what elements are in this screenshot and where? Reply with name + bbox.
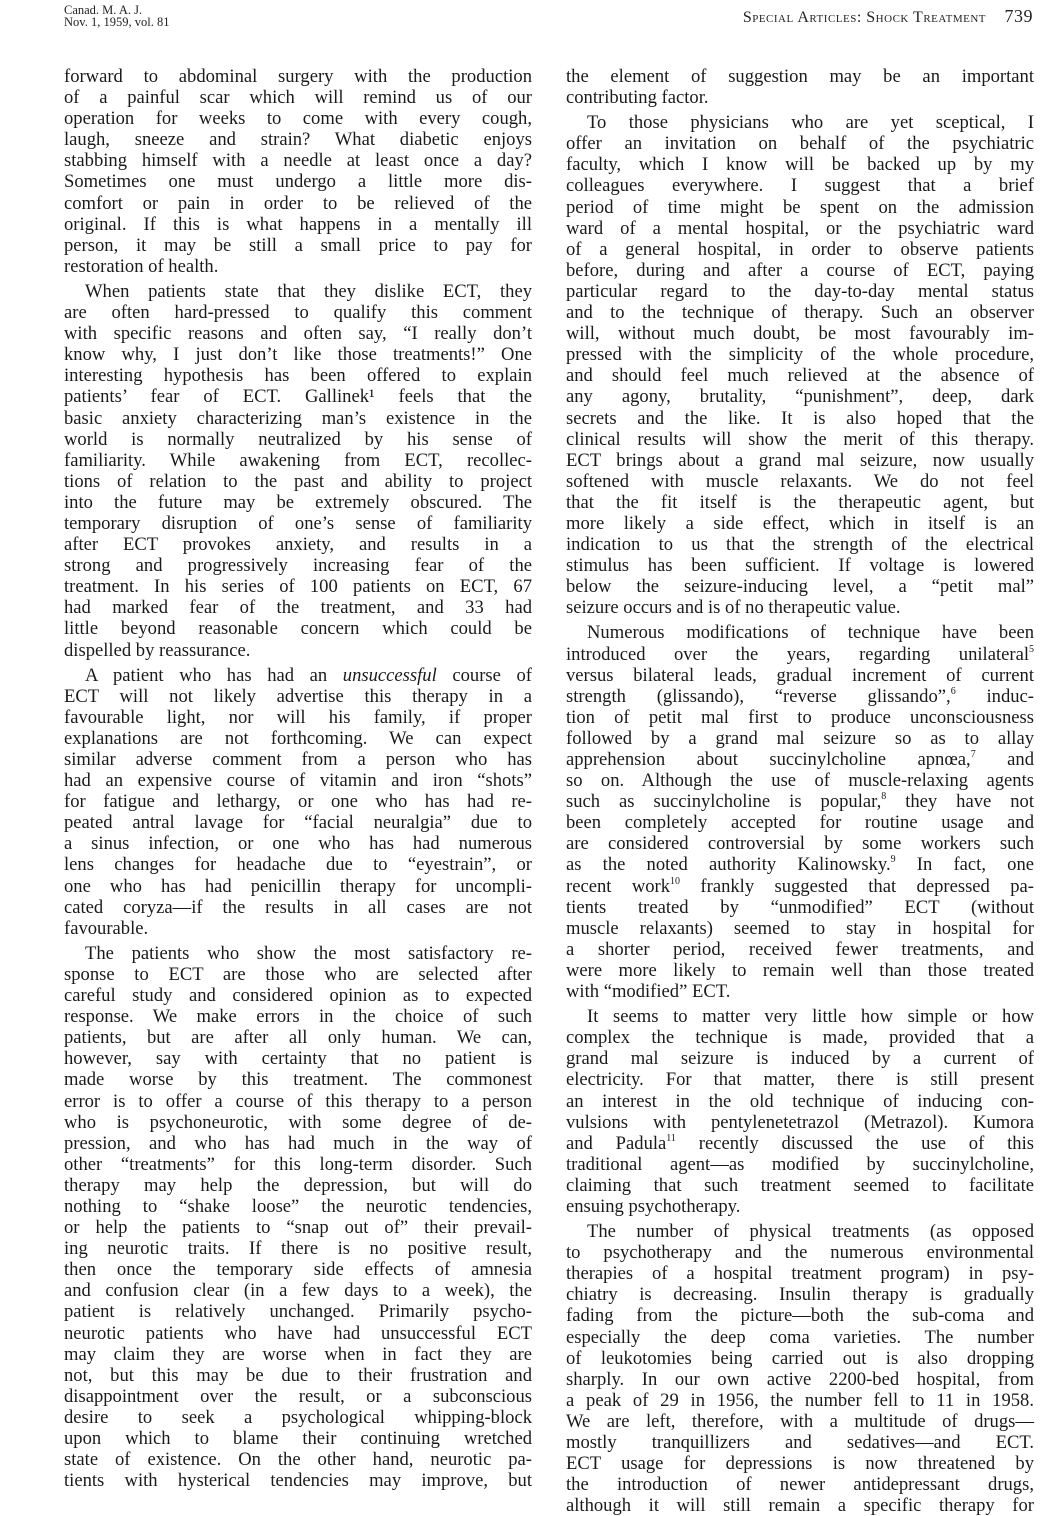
running-head: [64, 4, 1033, 34]
text-line: after ECT provokes anxiety, and results in a: [64, 534, 532, 556]
text-line: lens changes for headache due to “eyestrain”, or: [64, 854, 532, 876]
text-line: then once the temporary side effects of amnesia: [64, 1259, 532, 1281]
text-line: electricity. For that matter, there is still present: [566, 1069, 1034, 1091]
paragraph: [64, 665, 532, 939]
paragraph: [566, 112, 1034, 618]
reference-marker: 11: [666, 1132, 676, 1144]
text-line: response. We make errors in the choice of such: [64, 1006, 532, 1028]
text-line: stabbing himself with a needle at least once a day?: [64, 150, 532, 172]
text-line: a sinus infection, or one who has had numerous: [64, 833, 532, 855]
text-line: patient is relatively unchanged. Primarily psycho-: [64, 1301, 532, 1323]
text-line: favourable light, nor will his family, if proper: [64, 706, 532, 728]
text-line: vulsions with pentylenetetrazol (Metrazol). Kumora: [566, 1111, 1034, 1133]
text-line: state of existence. On the other hand, neurotic pa-: [64, 1449, 532, 1471]
paragraph: [566, 1221, 1034, 1516]
paragraph: [566, 66, 1034, 108]
text-line: therapy may help the depression, but will do: [64, 1174, 532, 1196]
text-line: been completely accepted for routine usage and: [566, 812, 1034, 834]
text-line: indication to us that the strength of the electrical: [566, 534, 1034, 556]
text-line: muscle relaxants) seemed to stay in hospital for: [566, 917, 1034, 939]
text-line: therapies of a hospital treatment program) in psy-: [566, 1263, 1034, 1285]
text-line: versus bilateral leads, gradual increment of current: [566, 664, 1034, 686]
text-line: an interest in the old technique of inducing con-: [566, 1090, 1034, 1112]
text-line: When patients state that they dislike ECT, they: [85, 280, 532, 302]
text-line: and should feel much relieved at the absence of: [566, 365, 1034, 387]
text-line: ensuing psychotherapy.: [566, 1195, 741, 1217]
text-line: one who has had penicillin therapy for uncompli-: [64, 875, 532, 897]
emphasis: unsuccessful: [342, 664, 437, 686]
text-line: ing neurotic traits. If there is no positive result,: [64, 1238, 532, 1260]
text-line: any agony, brutality, “punishment”, deep, dark: [566, 386, 1034, 408]
text-line: more likely a side effect, which in itself is an: [566, 512, 1034, 534]
text-line: period of time might be spent on the admission: [566, 196, 1034, 218]
text-line: traditional agent—as modified by succinylcholine,: [566, 1153, 1034, 1175]
text-line: laugh, sneeze and strain? What diabetic enjoys: [64, 129, 532, 151]
text-line: know why, I just don’t like those treatments!” One: [64, 344, 532, 366]
text-line: neurotic patients who have had unsuccessful ECT: [64, 1322, 532, 1344]
text-line: stimulus has been sufficient. If voltage is lowered: [566, 555, 1034, 577]
text-line: had an expensive course of vitamin and iron “shots”: [64, 770, 532, 792]
text-line: a peak of 29 in 1956, the number fell to 11 in 1958.: [566, 1389, 1034, 1411]
section-heading: [743, 6, 1033, 27]
text-line: interesting hypothesis has been offered to explain: [64, 365, 532, 387]
text-line: ECT will not likely advertise this therapy in a: [64, 685, 532, 707]
text-line: sponse to ECT are those who are selected after: [64, 963, 532, 985]
text-line: will, without much doubt, be most favourably im-: [566, 323, 1034, 345]
text-line: were more likely to remain well than those treated: [566, 959, 1034, 981]
text-line: original. If this is what happens in a mentally ill: [64, 213, 532, 235]
text-line: are considered controversial by some workers such: [566, 833, 1034, 855]
text-line: temporary disruption of one’s sense of familiarity: [64, 512, 532, 534]
text-line: pression, and who has had much in the way of: [64, 1132, 532, 1154]
text-line: of a painful scar which will remind us of our: [64, 87, 532, 109]
text-line: cated coryza—if the results in all cases are not: [64, 896, 532, 918]
text-line: faculty, which I know will be backed up by my: [566, 154, 1034, 176]
text-line: that the fit itself is the therapeutic agent, but: [566, 491, 1034, 513]
text-line: with “modified” ECT.: [566, 981, 731, 1003]
reference-marker: 10: [670, 875, 681, 887]
text-line: Sometimes one must undergo a little more dis-: [64, 171, 532, 193]
journal-issue: Nov. 1, 1959, vol. 81: [64, 15, 170, 29]
text-line: operation for weeks to come with every cough,: [64, 108, 532, 130]
text-line: as the noted authority Kalinowsky.$^9$ In fact, one: [566, 854, 1035, 876]
text-line: ECT brings about a grand mal seizure, now usually: [566, 449, 1034, 471]
reference-marker: 8: [881, 791, 887, 803]
text-line: however, say with certainty that no patient is: [64, 1048, 532, 1070]
text-line: contributing factor.: [566, 87, 709, 109]
paragraph: [64, 943, 532, 1491]
paragraph: [64, 66, 532, 277]
text-line: seizure occurs and is of no therapeutic value.: [566, 597, 901, 619]
paragraph: [566, 622, 1034, 1002]
text-line: tions of relation to the past and ability to project: [64, 470, 532, 492]
text-line: grand mal seizure is induced by a current of: [566, 1048, 1034, 1070]
text-line: sharply. In our own active 2200-bed hospital, from: [566, 1368, 1034, 1390]
left-column: [64, 66, 532, 1491]
text-line: are often hard-pressed to qualify this comment: [64, 302, 532, 324]
text-line: tion of petit mal first to produce unconsciousness: [566, 706, 1034, 728]
page-number: 739: [1004, 6, 1033, 26]
text-line: ward of a mental hospital, or the psychiatric ward: [566, 217, 1034, 239]
text-line: person, it may be still a small price to pay for: [64, 234, 532, 256]
text-line: with specific reasons and often say, “I really don’t: [64, 323, 532, 345]
text-line: restoration of health.: [64, 255, 219, 277]
text-line: forward to abdominal surgery with the production: [64, 66, 532, 87]
text-line: desire to seek a psychological whipping-block: [64, 1406, 532, 1428]
text-line: ECT usage for depressions is now threatened by: [566, 1453, 1034, 1475]
journal-name: Canad. M. A. J.: [64, 3, 143, 17]
text-line: tients treated by “unmodified” ECT (without: [566, 896, 1034, 918]
text-line: into the future may be extremely obscured. The: [64, 491, 532, 513]
text-line: apprehension about succinylcholine apnœa,$^7$ and: [566, 749, 1034, 770]
text-line: patients, but are after all only human. We can,: [64, 1027, 532, 1049]
text-line: so on. Although the use of muscle-relaxing agents: [566, 770, 1034, 792]
text-line: upon which to blame their continuing wretched: [64, 1428, 532, 1449]
text-line: fading from the picture—both the sub-coma and: [566, 1305, 1034, 1327]
text-line: particular regard to the day-to-day mental status: [566, 280, 1034, 302]
text-line: of leukotomies being carried out is also dropping: [566, 1347, 1034, 1369]
text-line: We are left, therefore, with a multitude of drugs—: [566, 1410, 1034, 1432]
text-line: strong and progressively increasing fear of the: [64, 555, 532, 577]
text-line: who is psychoneurotic, with some degree of de-: [64, 1111, 532, 1133]
text-line: To those physicians who are yet sceptical, I: [587, 112, 1034, 134]
text-line: dispelled by reassurance.: [64, 639, 251, 661]
text-line: little beyond reasonable concern which could be: [64, 618, 532, 640]
text-line: although it will still remain a specific therapy for: [566, 1495, 1034, 1516]
text-line: may claim they are worse when in fact they are: [64, 1343, 532, 1365]
text-line: and confusion clear (in a few days to a week), the: [64, 1280, 532, 1302]
text-line: careful study and considered opinion as to expected: [64, 985, 532, 1007]
text-line: other “treatments” for this long-term disorder. Such: [64, 1153, 532, 1175]
text-line: not, but this may be due to their frustration and: [64, 1364, 532, 1386]
text-line: disappointment over the result, or a subconscious: [64, 1385, 532, 1407]
paragraph: [566, 1006, 1034, 1217]
text-line: below the seizure-inducing level, a “petit mal”: [566, 576, 1034, 598]
text-line: colleagues everywhere. I suggest that a brief: [566, 175, 1034, 197]
text-line: chiatry is decreasing. Insulin therapy is gradually: [566, 1284, 1034, 1306]
text-line: a shorter period, received fewer treatments, and: [566, 938, 1034, 960]
text-line: patients’ fear of ECT. Gallinek¹ feels that the: [64, 386, 532, 408]
text-line: peated antral lavage for “facial neuralgia” due to: [64, 812, 532, 834]
text-line: softened with muscle relaxants. We do not feel: [566, 470, 1034, 492]
text-line: The patients who show the most satisfactory re-: [85, 942, 532, 964]
right-column: [566, 66, 1034, 1516]
text-line: followed by a grand mal seizure so as to allay: [566, 727, 1034, 749]
section-label: Special Articles:: [742, 9, 862, 26]
text-line: especially the deep coma varieties. The number: [566, 1326, 1034, 1348]
text-line: for fatigue and lethargy, or one who has had re-: [64, 791, 532, 813]
text-line: strength (glissando), “reverse glissando”,$^6$ induc-: [566, 685, 1034, 707]
text-line: such as succinylcholine is popular,$^8$ they have not: [566, 791, 1034, 813]
text-line: error is to offer a course of this therapy to a person: [64, 1090, 532, 1112]
text-line: claiming that such treatment seemed to facilitate: [566, 1174, 1034, 1196]
reference-marker: 6: [950, 685, 956, 697]
text-line: similar adverse comment from a person who has: [64, 749, 532, 770]
text-line: made worse by this treatment. The commonest: [64, 1069, 532, 1091]
text-line: the element of suggestion may be an important: [566, 66, 1034, 87]
reference-marker: 7: [970, 749, 976, 760]
text-line: and Padula$^{11}$ recently discussed the use of this: [566, 1132, 1034, 1154]
text-line: introduced over the years, regarding unilateral$^5$: [566, 643, 1034, 665]
text-line: The number of physical treatments (as opposed: [587, 1221, 1034, 1243]
text-line: mostly tranquillizers and sedatives—and ECT.: [566, 1432, 1034, 1453]
text-line: of a general hospital, in order to observe patients: [566, 238, 1034, 260]
text-line: tients with hysterical tendencies may improve, but: [64, 1470, 532, 1492]
text-line: basic anxiety characterizing man’s existence in the: [64, 407, 532, 429]
text-line: explanations are not forthcoming. We can expect: [64, 727, 532, 749]
text-line: complex the technique is made, provided that a: [566, 1027, 1034, 1049]
text-line: pressed with the simplicity of the whole procedure,: [566, 344, 1034, 366]
paragraph: [64, 281, 532, 661]
text-line: comfort or pain in order to be relieved of the: [64, 192, 532, 214]
text-line: had marked fear of the treatment, and 33 had: [64, 597, 532, 619]
text-line: and to the technique of therapy. Such an observer: [566, 302, 1034, 324]
text-line: favourable.: [64, 917, 149, 939]
journal-citation: [64, 4, 169, 28]
text-line: A patient who has had an unsuccessful course of: [85, 664, 532, 686]
text-line: nothing to “shake loose” the neurotic tendencies,: [64, 1195, 532, 1217]
text-line: before, during and after a course of ECT, paying: [566, 259, 1034, 281]
text-line: Numerous modifications of technique have been: [587, 622, 1034, 644]
text-line: It seems to matter very little how simple or how: [587, 1006, 1034, 1028]
text-line: world is normally neutralized by his sense of: [64, 428, 532, 450]
article-title: Shock Treatment: [866, 9, 986, 26]
text-line: the introduction of newer antidepressant drugs,: [566, 1474, 1034, 1496]
text-line: offer an invitation on behalf of the psychiatric: [566, 133, 1034, 155]
text-line: secrets and the like. It is also hoped that the: [566, 407, 1034, 429]
text-line: familiarity. While awakening from ECT, recollec-: [64, 449, 532, 471]
text-line: to psychotherapy and the numerous environmental: [566, 1242, 1034, 1264]
reference-marker: 9: [890, 854, 896, 866]
reference-marker: 5: [1029, 643, 1034, 655]
text-line: treatment. In his series of 100 patients on ECT, 67: [64, 576, 532, 598]
text-line: or help the patients to “snap out of” their prevail-: [64, 1217, 532, 1239]
text-line: recent work$^{10}$ frankly suggested that depressed pa-: [566, 875, 1034, 897]
text-line: clinical results will show the merit of this therapy.: [566, 428, 1034, 450]
